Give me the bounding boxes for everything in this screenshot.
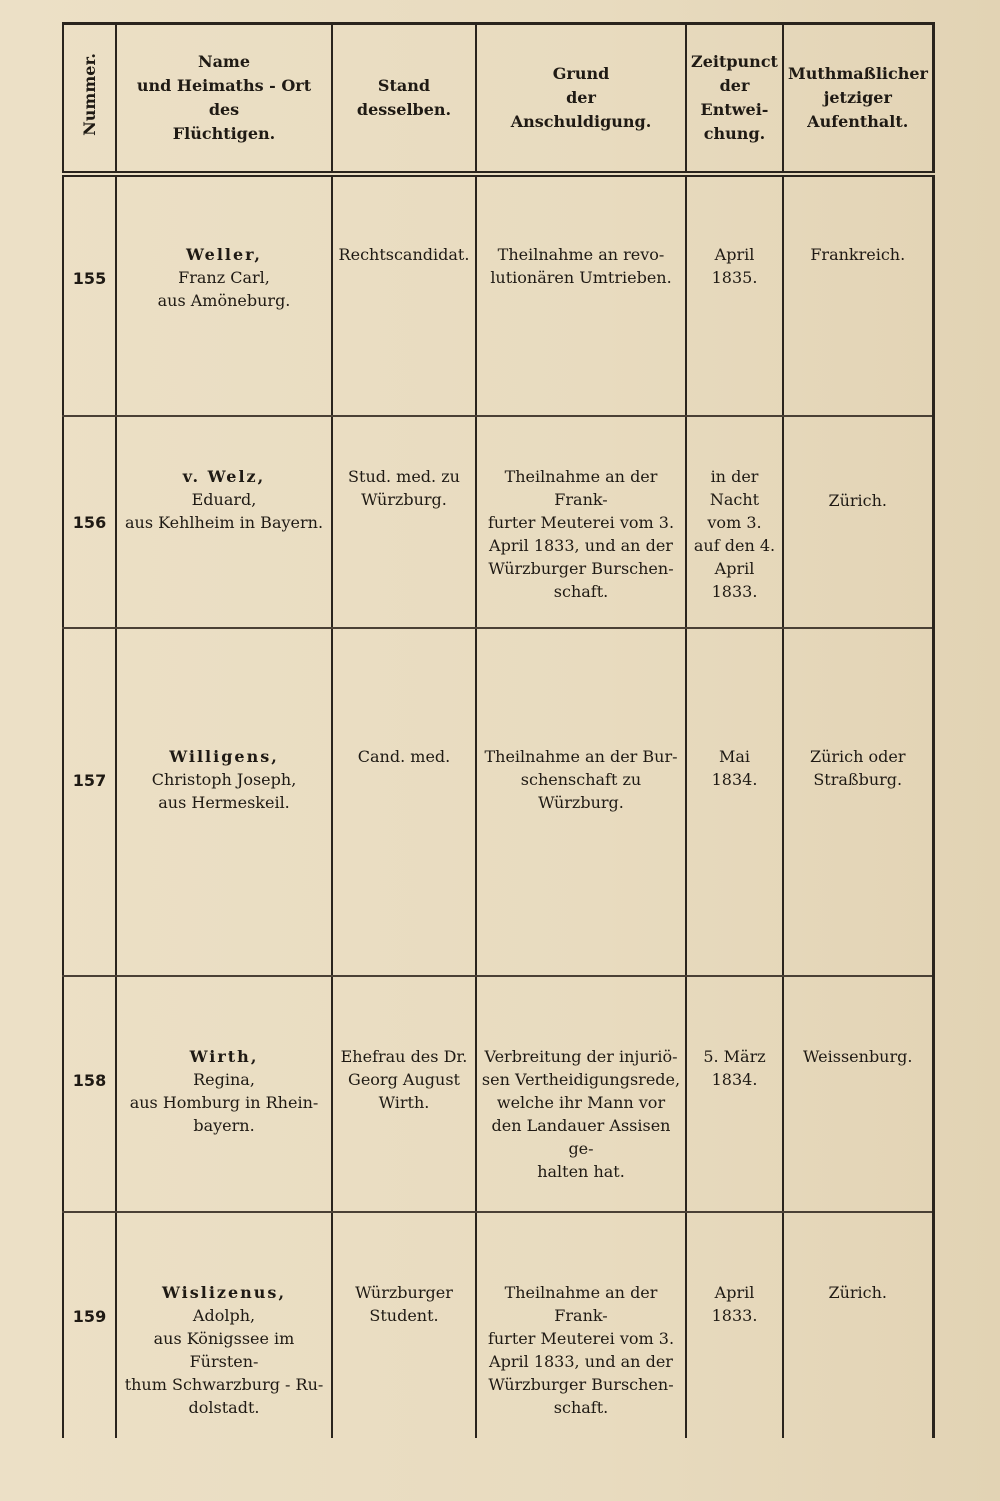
table-row: [63, 416, 933, 628]
row-reason: Theilnahme an der Frank- furter Meuterei vom 3. April 1833, und an der Würzburger Burschen- schaft.: [476, 416, 686, 628]
row-name: Wirth, Regina, aus Homburg in Rhein- bayern.: [116, 976, 332, 1212]
row-number: 159: [63, 1212, 116, 1438]
header-reason: Grund der Anschuldigung.: [476, 24, 686, 175]
row-residence: Weissenburg.: [783, 976, 933, 1212]
row-time: April 1833.: [686, 1212, 783, 1438]
row-name: Willigens, Christoph Joseph, aus Hermeskeil.: [116, 628, 332, 976]
table-row: [63, 976, 933, 1212]
header-status: Stand desselben.: [332, 24, 476, 175]
table-row: [63, 628, 933, 976]
row-residence: Zürich.: [783, 416, 933, 628]
row-number: 156: [63, 416, 116, 628]
header-row: [63, 24, 933, 175]
row-status: Ehefrau des Dr. Georg August Wirth.: [332, 976, 476, 1212]
fugitives-table: [62, 22, 935, 1438]
row-status: Würzburger Student.: [332, 1212, 476, 1438]
header-number: Nummer.: [63, 24, 116, 175]
row-time: 5. März 1834.: [686, 976, 783, 1212]
row-time: April 1835.: [686, 174, 783, 416]
row-reason: Theilnahme an der Bur- schenschaft zu Würzburg.: [476, 628, 686, 976]
row-time: in der Nacht vom 3. auf den 4. April 1833.: [686, 416, 783, 628]
row-residence: Frankreich.: [783, 174, 933, 416]
row-residence: Zürich oder Straßburg.: [783, 628, 933, 976]
table-row: [63, 174, 933, 416]
row-reason: Verbreitung der injuriö- sen Vertheidigungsrede, welche ihr Mann vor den Landauer Assisen ge- halten hat.: [476, 976, 686, 1212]
header-residence: Muthmaßlicher jetziger Aufenthalt.: [783, 24, 933, 175]
row-reason: Theilnahme an der Frank- furter Meuterei vom 3. April 1833, und an der Würzburger Burschen- schaft.: [476, 1212, 686, 1438]
row-reason: Theilnahme an revo- lutionären Umtrieben.: [476, 174, 686, 416]
row-status: Cand. med.: [332, 628, 476, 976]
row-number: 157: [63, 628, 116, 976]
row-name: Weller, Franz Carl, aus Amöneburg.: [116, 174, 332, 416]
row-status: Stud. med. zu Würzburg.: [332, 416, 476, 628]
header-time: Zeitpunct der Entwei- chung.: [686, 24, 783, 175]
row-residence: Zürich.: [783, 1212, 933, 1438]
row-name: Wislizenus, Adolph, aus Königssee im Fürsten- thum Schwarzburg - Ru- dolstadt.: [116, 1212, 332, 1438]
header-name: Name und Heimaths - Ort des Flüchtigen.: [116, 24, 332, 175]
row-name: v. Welz, Eduard, aus Kehlheim in Bayern.: [116, 416, 332, 628]
table-row: [63, 1212, 933, 1438]
row-time: Mai 1834.: [686, 628, 783, 976]
row-number: 155: [63, 174, 116, 416]
row-number: 158: [63, 976, 116, 1212]
row-status: Rechtscandidat.: [332, 174, 476, 416]
